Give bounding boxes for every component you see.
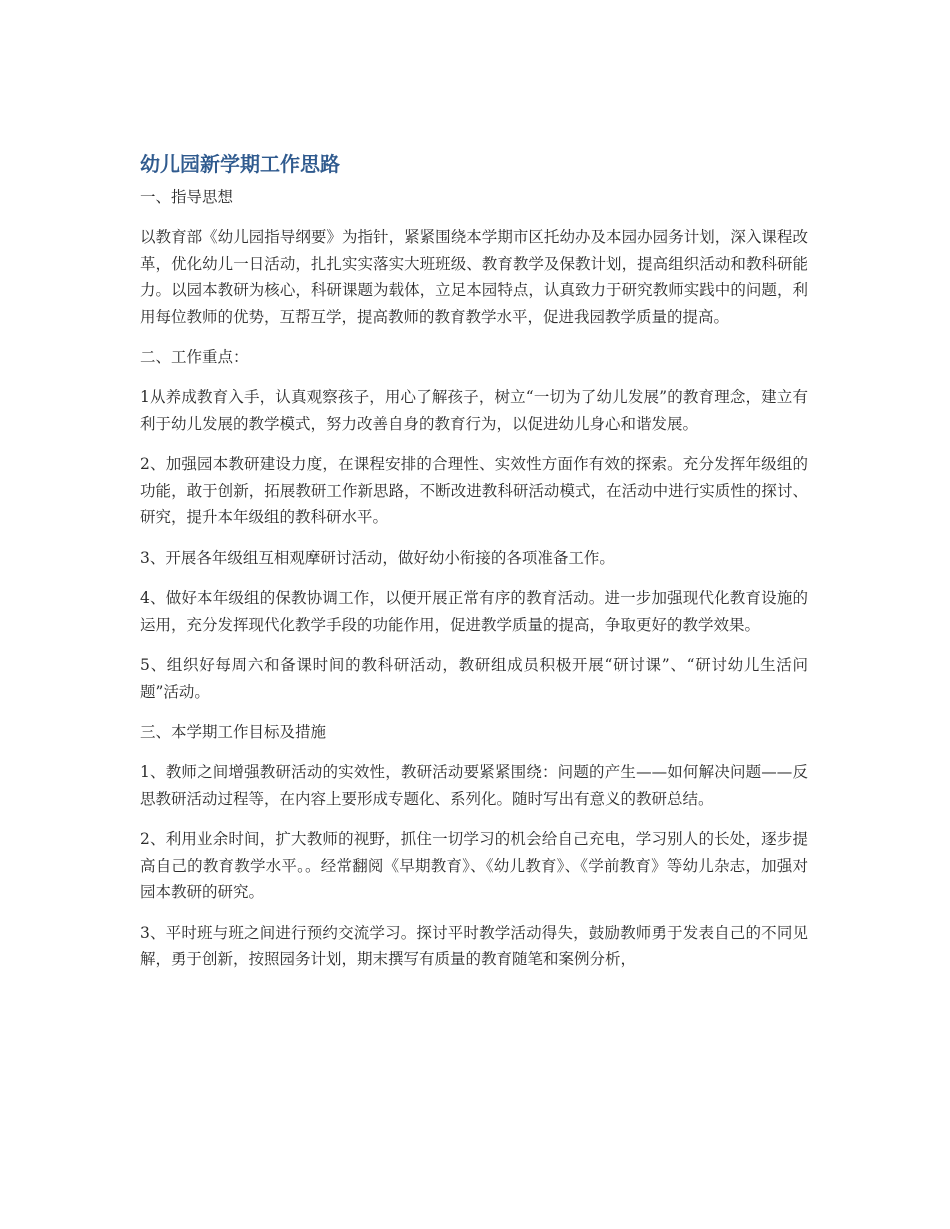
paragraph: 5、组织好每周六和备课时间的教科研活动，教研组成员积极开展“研讨课”、“研讨幼儿生活问题”活动。 [140, 656, 808, 701]
paragraph: 2、利用业余时间，扩大教师的视野，抓住一切学习的机会给自己充电，学习别人的长处，逐步提高自己的教育教学水平。。经常翻阅《早期教育》、《幼儿教育》、《学前教育》等幼儿杂志，加强对园本教研的研究。 [140, 830, 808, 901]
document-page [140, 150, 808, 987]
section-heading: 一、指导思想 [140, 188, 234, 206]
section-guiding-ideology [140, 184, 808, 330]
paragraph: 4、做好本年级组的保教协调工作，以便开展正常有序的教育活动。进一步加强现代化教育设施的运用，充分发挥现代化教学手段的功能作用，促进教学质量的提高，争取更好的教学效果。 [140, 589, 808, 634]
section-work-focus [140, 344, 808, 705]
section-heading: 二、工作重点： [140, 348, 249, 366]
paragraph: 3、平时班与班之间进行预约交流学习。探讨平时教学活动得失，鼓励教师勇于发表自己的不同见解，勇于创新，按照园务计划，期末撰写有质量的教育随笔和案例分析， [140, 923, 808, 968]
paragraph: 1、教师之间增强教研活动的实效性，教研活动要紧紧围绕：问题的产生——如何解决问题——反思教研活动过程等，在内容上要形成专题化、系列化。随时写出有意义的教研总结。 [140, 763, 808, 808]
paragraph: 1从养成教育入手，认真观察孩子，用心了解孩子，树立“一切为了幼儿发展”的教育理念，建立有利于幼儿发展的教学模式，努力改善自身的教育行为，以促进幼儿身心和谐发展。 [140, 388, 808, 433]
document-title: 幼儿园新学期工作思路 [140, 152, 340, 176]
paragraph: 以教育部《幼儿园指导纲要》为指针，紧紧围绕本学期市区托幼办及本园办园务计划，深入课程改革，优化幼儿一日活动，扎扎实实落实大班班级、教育教学及保教计划，提高组织活动和教科研能力。以园本教研为核心，科研课题为载体，立足本园特点，认真致力于研究教师实践中的问题，利用每位教师的优势，互帮互学，提高教师的教育教学水平，促进我园教学质量的提高。 [140, 228, 808, 326]
section-goals-and-measures [140, 719, 808, 973]
paragraph: 2、加强园本教研建设力度，在课程安排的合理性、实效性方面作有效的探索。充分发挥年级组的功能，敢于创新，拓展教研工作新思路，不断改进教科研活动模式，在活动中进行实质性的探讨、研究，提升本年级组的教科研水平。 [140, 455, 808, 526]
paragraph: 3、开展各年级组互相观摩研讨活动，做好幼小衔接的各项准备工作。 [140, 548, 615, 567]
section-heading: 三、本学期工作目标及措施 [140, 723, 327, 741]
